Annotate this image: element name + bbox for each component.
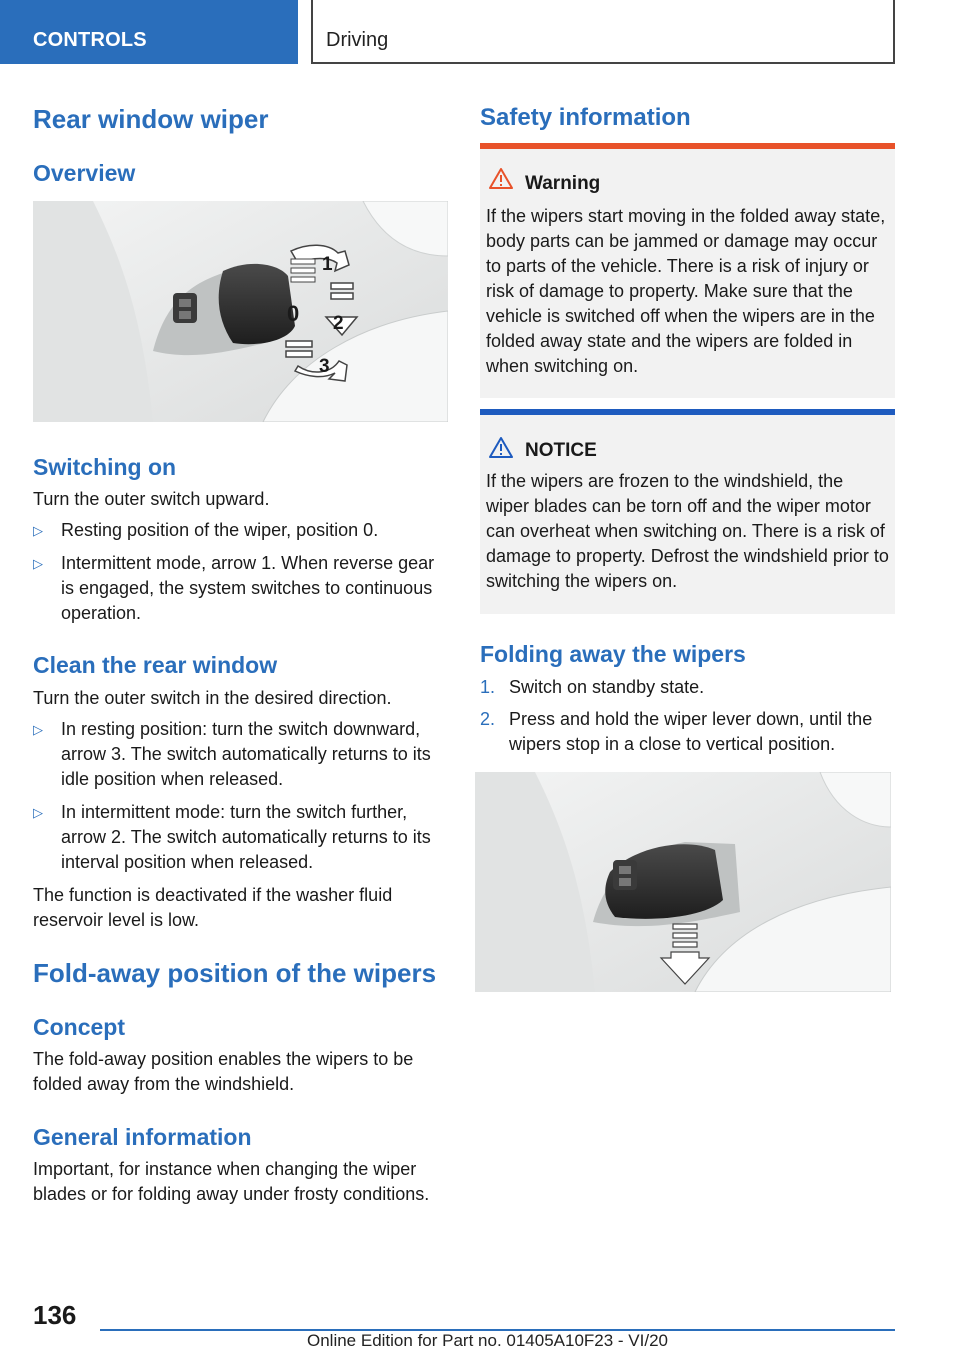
notice-bar [480, 409, 895, 415]
foldaway-title: Fold-away position of the wipers [33, 958, 437, 988]
triangle-bullet-icon: ▷ [33, 805, 43, 820]
footer-edition: Online Edition for Part no. 01405A10F23 - VI/20 [307, 1331, 669, 1350]
general-heading: General information [33, 1124, 252, 1150]
triangle-bullet-icon: ▷ [33, 722, 43, 737]
chapter-tab [311, 0, 895, 64]
chapter-label: Driving [326, 29, 389, 51]
position-label-0: 0 [287, 301, 300, 326]
warning-bar [480, 143, 895, 149]
concept-heading: Concept [33, 1014, 125, 1040]
notice-triangle-icon [488, 436, 514, 459]
wiper-switch-illustration [33, 201, 448, 422]
warning-triangle-icon [488, 167, 514, 190]
wiper-switch-figure [33, 201, 448, 422]
notice-text: If the wipers are frozen to the windshield, the wiper blades can be torn off and the wiper motor can overheat when switching on. There is a risk of damage to property. Defrost the windshield prior to switching the wipers on. [486, 471, 889, 591]
safety-heading: Safety information [480, 104, 691, 131]
triangle-bullet-icon: ▷ [33, 556, 43, 571]
arrow-label-2: 2 [333, 313, 344, 334]
section-title: Rear window wiper [33, 104, 269, 134]
concept-text: The fold-away position enables the wipers to be folded away from the windshield. [33, 1049, 414, 1094]
overview-heading: Overview [33, 160, 136, 186]
list-item: ▷ In intermittent mode: turn the switch further, arrow 2. The switch automatically returns to its interval position when released. [33, 802, 431, 872]
list-item: ▷ Intermittent mode, arrow 1. When reverse gear is engaged, the system switches to continuous operation. [33, 553, 435, 623]
list-item: ▷ Resting position of the wiper, position 0. [33, 518, 448, 543]
list-item: ▷ In resting position: turn the switch downward, arrow 3. The switch automatically returns to its idle position when released. [33, 719, 431, 789]
section-label: CONTROLS [33, 29, 147, 51]
arrow-label-1: 1 [322, 254, 333, 275]
notice-title: NOTICE [525, 440, 597, 461]
wiper-fold-figure [475, 772, 891, 992]
switching-on-intro: Turn the outer switch upward. [33, 489, 270, 509]
triangle-bullet-icon: ▷ [33, 523, 43, 538]
clean-heading: Clean the rear window [33, 652, 278, 678]
list-item: 2. Press and hold the wiper lever down, until the wipers stop in a close to vertical position. [480, 709, 873, 754]
notice-box [480, 409, 895, 614]
section-tab [0, 0, 298, 64]
page-number: 136 [33, 1300, 77, 1330]
clean-note: The function is deactivated if the washer fluid reservoir level is low. [33, 885, 393, 930]
warning-box [480, 143, 895, 398]
warning-title: Warning [525, 173, 601, 194]
warning-text: If the wipers start moving in the folded away state, body parts can be jammed or damage may occur to parts of the vehicle. There is a risk of injury or risk of damage to property. Make sure that the vehicle is switched off when the wipers are in the folded away state and the wipers are folded in when switching on. [486, 206, 886, 376]
folding-heading: Folding away the wipers [480, 641, 746, 667]
switching-on-heading: Switching on [33, 454, 177, 480]
arrow-label-3: 3 [319, 356, 330, 377]
general-text: Important, for instance when changing the wiper blades or for folding away under frosty conditions. [33, 1159, 430, 1204]
clean-intro: Turn the outer switch in the desired direction. [33, 688, 392, 708]
list-item: 1. Switch on standby state. [480, 677, 705, 697]
wiper-fold-illustration [475, 772, 891, 992]
